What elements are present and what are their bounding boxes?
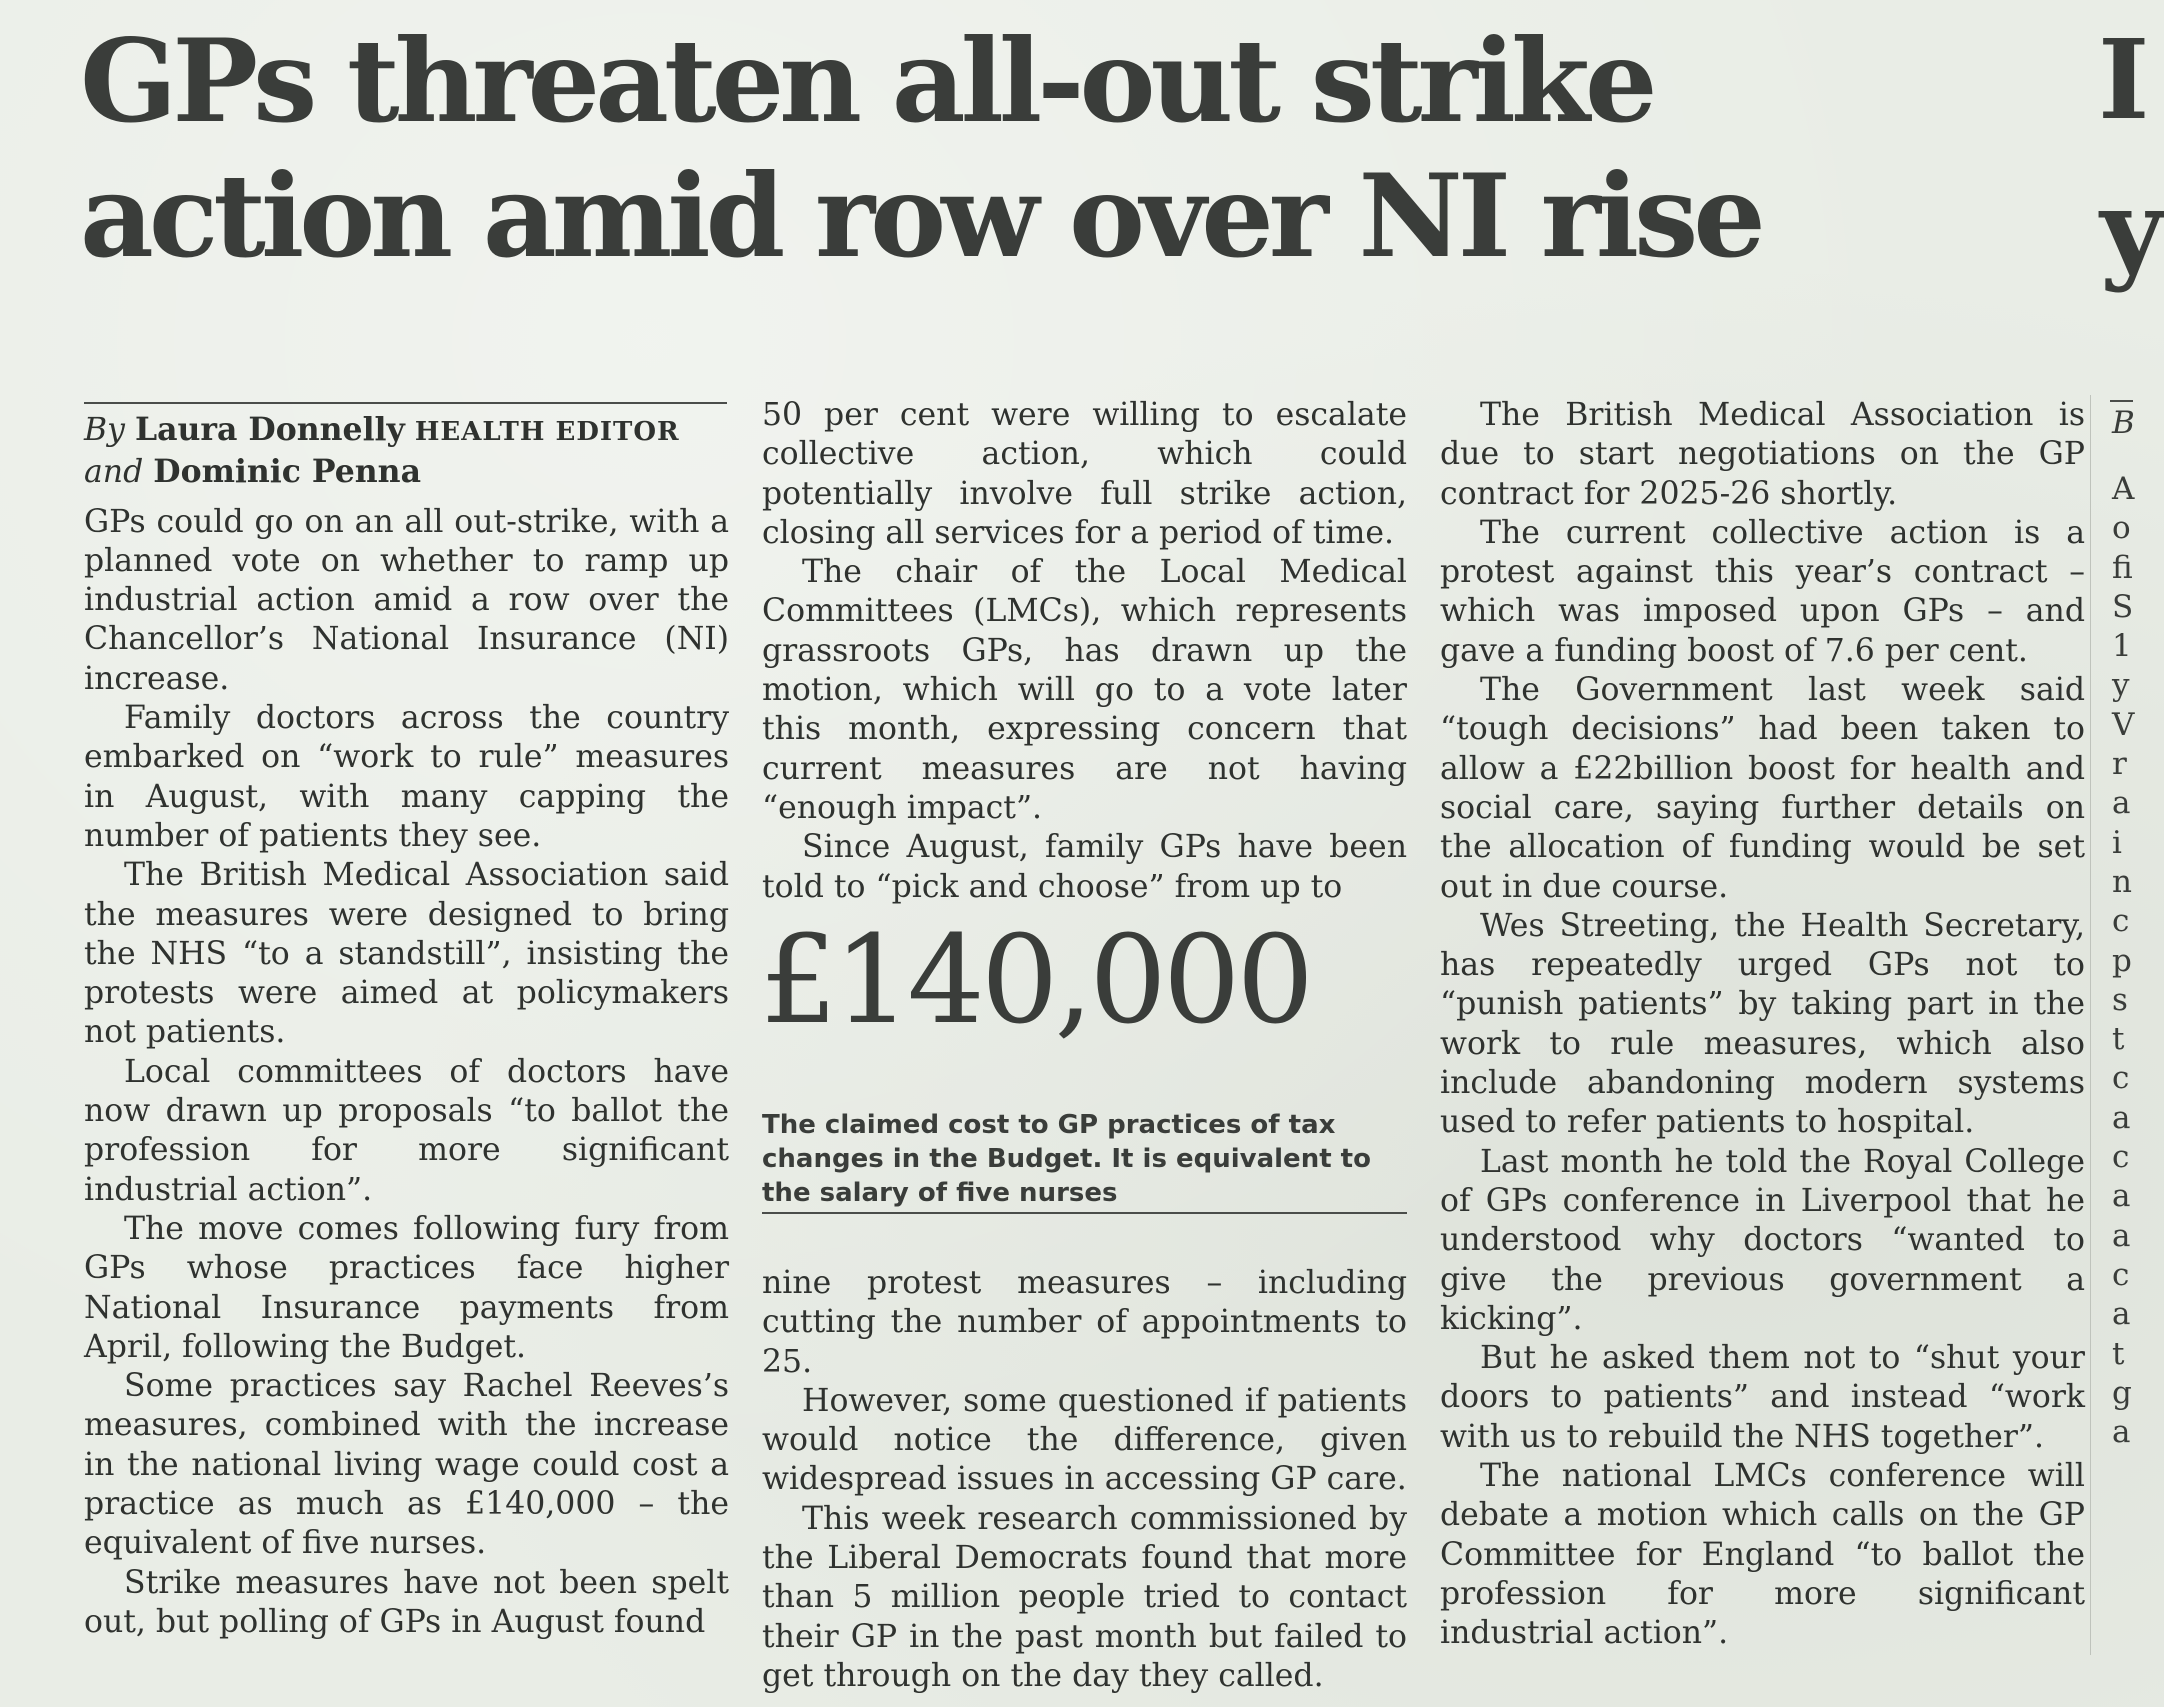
column-3 bbox=[1440, 396, 2085, 1654]
edge-glyph: a bbox=[2112, 1099, 2131, 1136]
edge-glyph: B bbox=[2112, 405, 2135, 441]
byline-and: and bbox=[84, 454, 144, 491]
paragraph: The move comes following fury from GPs whose practices face higher National Insurance payments from April, following the Budget. bbox=[84, 1210, 729, 1365]
headline-line-2: action amid row over NI rise bbox=[80, 149, 1761, 283]
edge-glyph: y bbox=[2100, 165, 2164, 294]
edge-glyph: V bbox=[2112, 706, 2135, 743]
byline bbox=[84, 410, 729, 493]
edge-glyph: 1 bbox=[2112, 628, 2132, 665]
edge-glyph: a bbox=[2112, 1414, 2131, 1451]
edge-glyph: A bbox=[2112, 471, 2135, 507]
paragraph: The Government last week said “tough decisions” had been taken to allow a £22billion boost for health and social care, saying further details on the allocation of funding would be set out in due course. bbox=[1440, 672, 2085, 905]
paragraph: The chair of the Local Medical Committees (LMCs), which represents grassroots GPs, has drawn up the motion, which will go to a vote later this month, expressing concern that current measures are not having “enough impact”. bbox=[762, 554, 1407, 826]
neighbour-byline-rule bbox=[2110, 400, 2133, 402]
pull-quote-rule bbox=[762, 1212, 1407, 1214]
edge-glyph: fi bbox=[2112, 549, 2133, 586]
paragraph: Since August, family GPs have been told to “pick and choose” from up to bbox=[762, 829, 1407, 905]
paragraph: GPs could go on an all out-strike, with a planned vote on whether to ramp up industrial action amid a row over the Chancellor’s National Insurance (NI) increase. bbox=[84, 503, 729, 697]
edge-glyph: a bbox=[2112, 785, 2131, 822]
pull-quote-figure: £140,000 bbox=[760, 909, 1311, 1051]
paragraph: Strike measures have not been spelt out, but polling of GPs in August found bbox=[84, 1564, 729, 1640]
neighbour-headline-fragment bbox=[2098, 15, 2150, 144]
byline-author-1: Laura Donnelly bbox=[134, 411, 405, 448]
byline-rule bbox=[84, 402, 727, 404]
edge-glyph: s bbox=[2112, 981, 2128, 1018]
edge-glyph: t bbox=[2112, 1021, 2125, 1058]
edge-glyph: c bbox=[2112, 1256, 2130, 1293]
paragraph: Wes Streeting, the Health Secretary, has repeatedly urged GPs not to “punish patients” by taking part in the work to rule measures, which also include abandoning modern systems used to refer patients to hospital. bbox=[1440, 907, 2085, 1141]
pull-quote-caption: The claimed cost to GP practices of tax changes in the Budget. It is equivalent to the salary of five nurses bbox=[762, 1110, 1371, 1208]
paragraph: Family doctors across the country embarked on “work to rule” measures in August, with many capping the number of patients they see. bbox=[84, 700, 729, 854]
edge-glyph: o bbox=[2112, 510, 2131, 547]
byline-author-2: Dominic Penna bbox=[153, 453, 421, 491]
paragraph: This week research commissioned by the Liberal Democrats found that more than 5 million people tried to contact their GP in the past month but failed to get through on the day they called. bbox=[762, 1500, 1407, 1694]
paragraph: The British Medical Association is due to start negotiations on the GP contract for 2025-26 shortly. bbox=[1440, 397, 2085, 512]
paragraph: But he asked them not to “shut your doors to patients” and instead “work with us to rebuild the NHS together”. bbox=[1440, 1340, 2085, 1455]
neighbour-byline-fragment bbox=[2112, 405, 2135, 441]
column-divider bbox=[2090, 395, 2091, 1655]
edge-glyph: a bbox=[2112, 1296, 2131, 1333]
edge-glyph: t bbox=[2112, 1335, 2125, 1372]
edge-glyph: I bbox=[2098, 15, 2150, 144]
edge-glyph: c bbox=[2112, 1060, 2130, 1097]
paragraph: However, some questioned if patients would notice the difference, given widespread issues in accessing GP care. bbox=[762, 1382, 1407, 1498]
edge-glyph: c bbox=[2112, 903, 2130, 940]
headline-line-1: GPs threaten all-out strike bbox=[80, 14, 1653, 148]
paragraph: The British Medical Association said the measures were designed to bring the NHS “to a standstill”, insisting the protests were aimed at policymakers not patients. bbox=[84, 857, 729, 1051]
edge-glyph: i bbox=[2112, 824, 2122, 861]
paragraph: Local committees of doctors have now drawn up proposals “to ballot the profession for more significant industrial action”. bbox=[84, 1053, 729, 1208]
byline-by: By bbox=[84, 412, 125, 448]
paragraph: nine protest measures – including cutting the number of appointments to 25. bbox=[762, 1265, 1407, 1380]
edge-glyph: S bbox=[2112, 588, 2134, 625]
edge-glyph: a bbox=[2112, 1217, 2131, 1254]
edge-glyph: y bbox=[2112, 667, 2130, 704]
paragraph: 50 per cent were willing to escalate collective action, which could potentially involve full strike action, closing all services for a period of time. bbox=[762, 397, 1407, 551]
edge-glyph: a bbox=[2112, 1178, 2131, 1215]
edge-glyph: p bbox=[2112, 942, 2132, 979]
edge-glyph: n bbox=[2112, 863, 2132, 900]
paragraph: Some practices say Rachel Reeves’s measures, combined with the increase in the national living wage could cost a practice as much as £140,000 – the equivalent of five nurses. bbox=[84, 1368, 729, 1562]
column-2-bottom bbox=[762, 1264, 1407, 1696]
byline-role: HEALTH EDITOR bbox=[414, 417, 680, 447]
column-2-top bbox=[762, 396, 1407, 907]
edge-glyph: g bbox=[2112, 1374, 2132, 1411]
paragraph: The current collective action is a protest against this year’s contract – which was imposed upon GPs – and gave a funding boost of 7.6 per cent. bbox=[1440, 514, 2085, 669]
edge-glyph: c bbox=[2112, 1139, 2130, 1176]
neighbour-column-fragment bbox=[2112, 470, 2133, 1452]
paragraph: The national LMCs conference will debate a motion which calls on the GP Committee for England “to ballot the profession for more significant industrial action”. bbox=[1440, 1458, 2085, 1652]
edge-glyph: r bbox=[2112, 746, 2127, 783]
neighbour-headline-fragment-2 bbox=[2100, 165, 2164, 294]
headline bbox=[80, 14, 1840, 284]
column-1 bbox=[84, 410, 729, 1642]
paragraph: Last month he told the Royal College of GPs conference in Liverpool that he understood why doctors “wanted to give the previous government a kicking”. bbox=[1440, 1143, 2085, 1337]
